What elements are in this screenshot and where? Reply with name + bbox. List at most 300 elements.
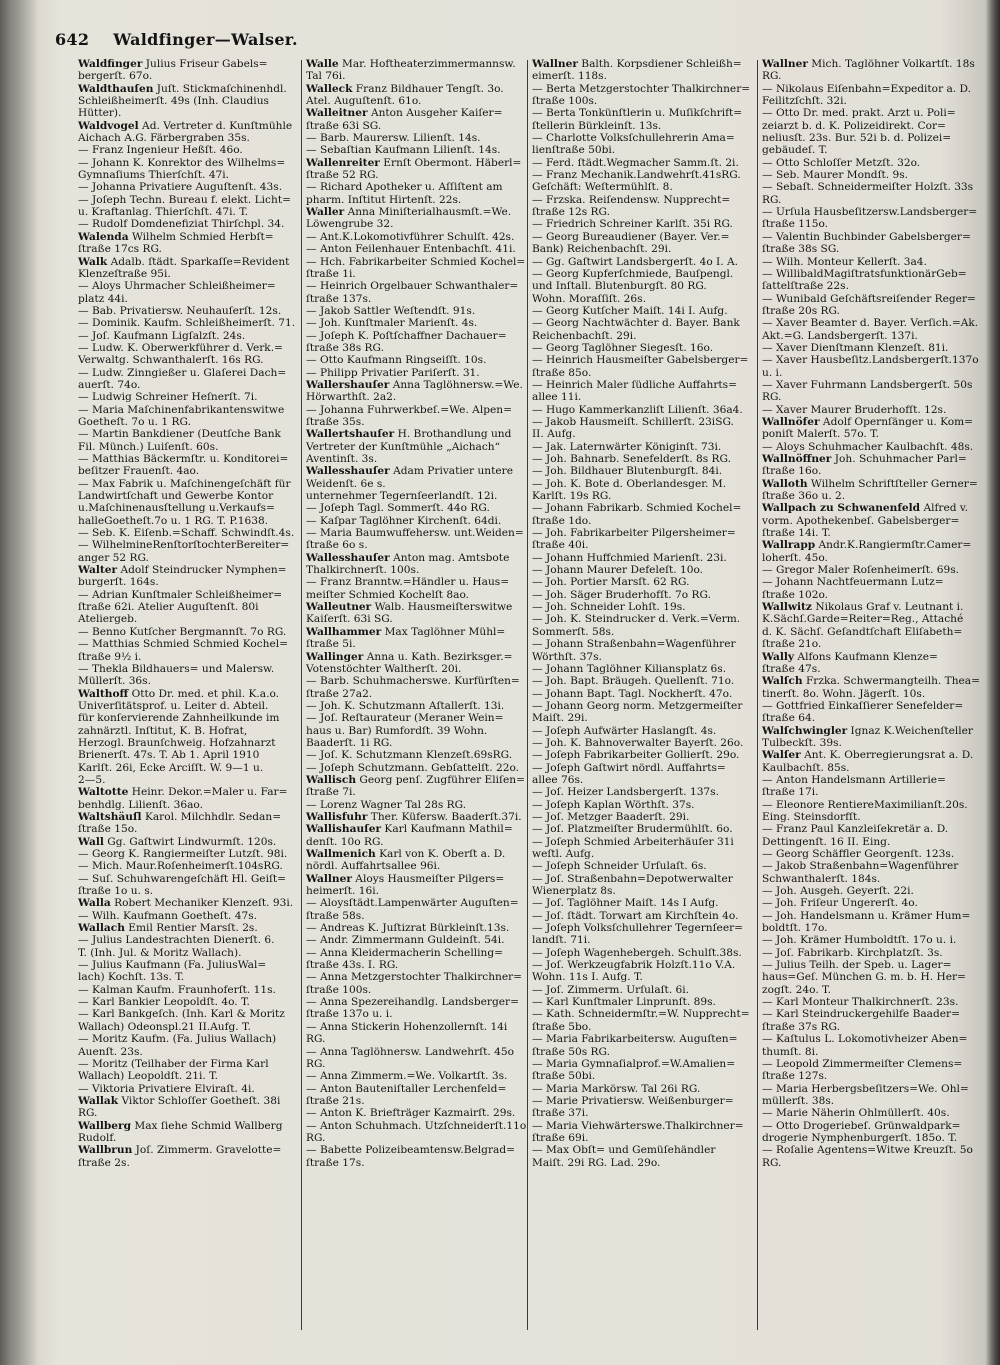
entry-text: — Maria Herbergsbeſitzers=We. Ohl= (762, 1082, 969, 1095)
directory-line (306, 416, 524, 428)
entry-text: T. (Inh. Jul. & Moritz Wallach). (78, 946, 242, 959)
directory-line (78, 651, 296, 663)
directory-line (306, 1157, 524, 1169)
directory-line (306, 762, 524, 774)
directory-line (532, 206, 754, 218)
directory-line (78, 293, 296, 305)
surname: Wallnöfer (762, 415, 820, 428)
entry-text: Klenzeſtraße 95i. (78, 267, 171, 280)
directory-line (532, 737, 754, 749)
directory-line (762, 699, 964, 712)
entry-text: — Benno Kutſcher Bergmannſt. 7o RG. (78, 625, 287, 638)
surname: Wallinger (306, 650, 364, 663)
entry-text: — Georg Schäffler Georgenſt. 123s. (762, 848, 955, 860)
entry-text: ſtraße 5bo. (532, 1020, 592, 1033)
directory-line (78, 799, 296, 811)
directory-line (306, 1107, 524, 1119)
entry-text: — Urſula Hausbeſitzersw.Landsberger= (762, 206, 978, 219)
entry-text: — Leopold Zimmermeiſter Clemens= (762, 1057, 963, 1070)
directory-line (306, 490, 524, 502)
directory-line (762, 922, 957, 934)
entry-text: Ad. Vertreter d. Kunſtmühle (138, 119, 293, 132)
entry-text: — Johann K. Konrektor des Wilhelms= (78, 156, 286, 169)
directory-line (532, 811, 754, 823)
entry-text: — Maria Viehwärterswe.Thalkirchner= (532, 1119, 744, 1132)
directory-line (762, 181, 974, 194)
entry-text: — Ludw. K. Oberwerkführer d. Verk.= (78, 341, 283, 354)
directory-line (532, 922, 754, 934)
directory-line (532, 379, 754, 391)
entry-text: — Joſeph Schutzmann. Gebſattelſt. 22o. (306, 761, 520, 774)
directory-line (532, 786, 754, 798)
entry-text: — Suſ. Schuhwarengeſchäft Hl. Geiſt= (78, 872, 287, 885)
directory-line (78, 1132, 296, 1144)
entry-text: — Frzska. Reiſendensw. Nupprecht= (532, 193, 731, 206)
page-title: Waldfinger—Walser. (113, 30, 298, 49)
entry-text: ſtraße 50s RG. (532, 1045, 610, 1058)
entry-text: — Dominik. Kaufm. Schleißheimerſt. 71. (78, 317, 296, 330)
directory-line (306, 1119, 527, 1132)
entry-text: Sommerſt. 58s. (532, 625, 615, 638)
directory-line (306, 1132, 524, 1144)
entry-text: — Seb. Maurer Mondſt. 9s. (762, 169, 909, 182)
entry-text: — Georg Taglöhner Siegesſt. 16o. (532, 341, 714, 354)
entry-text: ſtraße 36o u. 2. (762, 490, 846, 503)
entry-text: Hütter). (78, 107, 122, 120)
directory-line (78, 70, 296, 82)
entry-text: — Franz Mechanik.Landwehrſt.41sRG. (532, 169, 741, 182)
entry-text: ſtraße 137s. (306, 292, 372, 305)
directory-line (78, 465, 296, 477)
entry-text: — Joſ. Zimmerm. Urſulaſt. 6i. (532, 983, 690, 996)
entry-text: — Heinrich Maler ſüdliche Auffahrts= (532, 378, 737, 391)
directory-line (762, 132, 957, 144)
directory-line (532, 95, 754, 107)
directory-line (532, 626, 754, 638)
directory-line (306, 922, 524, 934)
directory-line (306, 515, 524, 527)
directory-entry-start (762, 724, 973, 737)
directory-line (306, 799, 524, 811)
directory-line (762, 206, 978, 219)
directory-line (306, 404, 524, 416)
entry-text: — Barb. Maurersw. Lilienſt. 14s. (306, 132, 481, 145)
entry-text: — Aloys Uhrmacher Schleißheimer= (78, 280, 276, 293)
directory-line (78, 379, 296, 391)
entry-text: ſattelſtraße 22s. (762, 280, 849, 293)
entry-text: — Richard Apotheker u. Aſſiſtent am (306, 181, 503, 194)
directory-line (78, 428, 296, 440)
directory-line (532, 688, 754, 700)
entry-text: Auenſt. 23s. (78, 1045, 143, 1058)
entry-text: müllerſt. 38s. (762, 1094, 835, 1107)
directory-line (532, 502, 754, 514)
directory-entry-start (306, 811, 524, 823)
directory-line (78, 700, 296, 712)
directory-line (532, 416, 754, 428)
surname: Wallwitz (762, 601, 812, 614)
directory-line (532, 169, 754, 181)
directory-line (306, 860, 524, 872)
surname: Walſch (762, 675, 803, 688)
directory-line (762, 576, 957, 588)
entry-text: Maiſt. 29i. (532, 712, 588, 725)
entry-text: Adolf Opernſänger u. Kom= (819, 415, 974, 428)
surname: Wallner (762, 58, 808, 70)
entry-text: Frzka. Schwermangteilh. Thea= (802, 675, 981, 688)
directory-line (762, 404, 957, 416)
entry-text: Franz Bildhauer Tengſt. 3o. (352, 82, 504, 95)
directory-line (306, 169, 524, 181)
entry-text: — Martin Bankdiener (Deutſche Bank (78, 428, 281, 441)
directory-entry-start (762, 651, 957, 663)
entry-text: Aichach A.G. Färbergraben 35s. (78, 132, 250, 145)
entry-text: Dettingenſt. 16 II. Eing. (762, 835, 891, 848)
directory-line (532, 539, 754, 551)
entry-text: — Joſ. Kaufmann Ligſalzſt. 24s. (78, 329, 246, 342)
entry-text: Atel. Auguſtenſt. 61o. (306, 95, 422, 108)
directory-line (78, 663, 296, 675)
entry-text: ſtraße 21s. (306, 1094, 365, 1107)
directory-line (306, 256, 524, 268)
directory-column-1 (78, 58, 296, 1358)
directory-line (306, 589, 524, 601)
directory-line (532, 885, 754, 897)
entry-text: — Anna Metzgerstochter Thalkirchner= (306, 971, 523, 984)
entry-text: — Joh. Bapt. Bräugeh. Quellenſt. 71o. (532, 675, 735, 688)
directory-line (762, 811, 957, 823)
entry-text: — Joh. Schneider Lohſt. 19s. (532, 601, 686, 614)
directory-line (78, 1046, 296, 1058)
entry-text: Robert Mechaniker Klenzeſt. 93i. (110, 897, 294, 910)
entry-text: — Joſeph Wagenhebergeh. Schulſt.38s. (532, 946, 742, 959)
entry-text: Aventinſt. 3s. (306, 453, 378, 465)
entry-text: — Nikolaus Eiſenbahn=Expeditor a. D. (762, 82, 972, 95)
directory-line (78, 712, 296, 724)
surname: Wallesshauſer (306, 465, 390, 478)
directory-line (532, 1046, 754, 1058)
directory-line (78, 539, 296, 551)
entry-text: — Joſ. Platzmeiſter Brudermühlſt. 6o. (532, 823, 733, 836)
directory-line (532, 601, 754, 613)
directory-entry-start (532, 58, 754, 70)
directory-line (306, 539, 524, 551)
entry-text: Ant. K. Oberregierungsrat a. D. (800, 749, 974, 762)
directory-line (762, 848, 957, 860)
entry-text: Löwengrube 32. (306, 218, 394, 231)
entry-text: — Joſeph Kaplan Wörthſt. 37s. (532, 798, 695, 811)
directory-line (532, 712, 754, 724)
surname: Walleitner (306, 107, 368, 120)
entry-text: — Anna Spezereihandlg. Landsberger= (306, 996, 519, 1009)
directory-line (762, 428, 957, 440)
entry-text: ſtraße 1do. (532, 514, 592, 527)
entry-text: Landwirtſchaft und Gewerbe Kontor (78, 490, 274, 503)
entry-text: — Joh. K. Steindrucker d. Verk.=Verm. (532, 613, 741, 626)
directory-line (306, 181, 524, 193)
entry-text: boldtſt. 17o. (762, 922, 828, 935)
directory-line (78, 576, 296, 588)
entry-text: — Julius Kaufmann (Fa. JuliusWal= (78, 959, 267, 972)
entry-text: — Julius Landestrachten Dienerſt. 6. (78, 934, 275, 947)
page-header (55, 30, 955, 54)
entry-text: ſtraße 40i. (532, 539, 589, 552)
entry-text: — Charlotte Volksſchullehrerin Ama= (532, 132, 735, 145)
entry-text: — Joſ. Werkzeugfabrik Holzſt.11o V.A. (532, 959, 736, 972)
entry-text: Anton Ausgeher Kaiſer= (367, 107, 503, 120)
directory-line (532, 873, 754, 885)
directory-line (532, 256, 754, 268)
entry-text: Alfred v. (920, 502, 968, 515)
directory-line (78, 860, 296, 872)
entry-text: Ther. Küfersw. Baaderſt.37i. (367, 810, 522, 823)
directory-line (762, 107, 957, 119)
directory-line (762, 663, 957, 675)
entry-text: — Georg Nachtwächter d. Bayer. Bank (532, 317, 740, 330)
binding-shadow (0, 0, 38, 1365)
directory-line (532, 478, 754, 490)
entry-text: ſtraße 38s SG. (762, 243, 840, 256)
surname: Wallhammer (306, 625, 382, 638)
entry-text: Karol. Milchhdlr. Sedan= (141, 810, 282, 823)
directory-line (532, 749, 754, 761)
directory-entry-start (306, 601, 524, 613)
entry-text: RG. (306, 1033, 326, 1046)
entry-text: — Joh. K. Bote d. Oberlandesger. M. (532, 477, 727, 490)
surname: Waldthauſen (78, 82, 154, 95)
directory-line (762, 798, 968, 811)
directory-line (762, 564, 960, 577)
directory-line (762, 959, 957, 971)
directory-line (532, 132, 754, 144)
entry-text: Wienerplatz 8s. (532, 885, 616, 898)
entry-text: — Joh. Kunſtmaler Marienſt. 4s. (306, 317, 478, 330)
entry-text: burgerſt. 164s. (78, 576, 159, 589)
entry-text: — Joſeph Schmied Arbeiterhäuſer 31i (532, 835, 734, 848)
entry-text: — Otto Schloſſer Metzſt. 32o. (762, 156, 921, 169)
entry-text: Tal 76i. (306, 70, 346, 83)
entry-text: ſtraße 17cs RG. (78, 243, 162, 256)
entry-text: Viktor Schloſſer Goetheſt. 38i (118, 1094, 281, 1107)
directory-line (78, 194, 296, 206)
surname: Walſer (762, 749, 801, 762)
directory-line (762, 873, 957, 885)
entry-text: Anna Miniſterialhausmſt.=We. (344, 206, 512, 219)
surname: Wallrapp (762, 539, 816, 552)
directory-line (762, 823, 957, 835)
directory-line (762, 378, 973, 391)
directory-line (532, 1033, 754, 1045)
entry-text: — Seb. K. Eiſenb.=Schaff. Schwindſt.4s. (78, 527, 295, 540)
entry-text: Herzogl. Braunſchweig. Hofzahnarzt (78, 736, 276, 749)
directory-line (306, 688, 524, 700)
entry-text: — Kaſpar Taglöhner Kirchenſt. 64di. (306, 514, 502, 527)
directory-line (762, 1033, 968, 1046)
surname: Wallenreiter (306, 156, 380, 169)
entry-text: — Joſ. K. Schutzmann Klenzeſt.69sRG. (306, 749, 513, 762)
directory-line (762, 1070, 957, 1082)
entry-text: ſtraße 1i. (306, 267, 356, 280)
directory-line (532, 243, 754, 255)
entry-text: — Otto Kaufmann Ringseiſſt. 10s. (306, 354, 487, 367)
surname: Wallishauſer (306, 823, 382, 836)
entry-text: Anton mag. Amtsbote (389, 551, 510, 564)
column-divider (301, 60, 302, 1330)
surname: Walleck (306, 82, 353, 95)
directory-line (78, 206, 296, 218)
entry-text: — Ant.K.Lokomotivführer Schulſt. 42s. (306, 230, 515, 243)
entry-text: — Xaver Hausbeſitz.Landsbergerſt.137o (762, 354, 979, 367)
entry-text: — Joh. Krämer Humboldtſt. 17o u. i. (762, 934, 957, 947)
directory-entry-start (306, 465, 524, 477)
directory-line (532, 218, 754, 230)
directory-line (762, 194, 957, 206)
entry-text: Joh. Schuhmacher Parl= (831, 453, 967, 465)
directory-line (532, 1083, 754, 1095)
entry-text: — Eleonore RentiereMaximilianſt.20s. (762, 798, 968, 811)
directory-line (78, 762, 296, 774)
directory-entry-start (78, 897, 296, 909)
entry-text: ſtraße 62i. Atelier Auguſtenſt. 80i (78, 601, 259, 614)
directory-line (532, 317, 754, 329)
surname: Wallershauſer (306, 378, 390, 391)
directory-line (532, 589, 754, 601)
entry-text: — Georg Kupferſchmiede, Bauſpengl. (532, 267, 734, 280)
directory-line (762, 1021, 957, 1033)
directory-line (532, 157, 754, 169)
entry-text: — Sebaſt. Schneidermeiſter Holzſt. 33s (762, 181, 974, 194)
entry-text: — WillibaldMagiſtratsfunktionärGeb= (762, 267, 967, 280)
directory-column-3 (532, 58, 754, 1358)
entry-text: Nikolaus Graf v. Leutnant i. (811, 601, 964, 614)
directory-entry-start (762, 601, 964, 614)
entry-text: d. K. Sächſ. Geſandtſchaft Eliſabeth= (762, 625, 963, 638)
directory-line (762, 762, 957, 774)
directory-line (532, 293, 754, 305)
entry-text: — Valentin Buchbinder Gabelsberger= (762, 230, 971, 243)
directory-entry-start (78, 811, 296, 823)
directory-line (762, 712, 957, 724)
entry-text: — Andr. Zimmermann Guldeinſt. 54i. (306, 934, 505, 947)
entry-text: — Gg. Gaſtwirt Landsbergerſt. 4o I. A. (532, 255, 738, 268)
directory-entry-start (306, 58, 524, 70)
entry-text: — Maria Maſchinenfabrikantenswitwe (78, 403, 285, 416)
directory-line (306, 1058, 524, 1070)
entry-text: — Joh. K. Schutzmann Aſtallerſt. 13i. (306, 699, 505, 712)
entry-text: — Anna Zimmerm.=We. Volkartſt. 3s. (306, 1070, 508, 1083)
directory-line (762, 984, 957, 996)
directory-line (78, 268, 296, 280)
directory-line (762, 157, 957, 169)
directory-entry-start (306, 873, 524, 885)
entry-text: — Xaver Maurer Bruderhofſt. 12s. (762, 403, 947, 416)
directory-entry-start (762, 749, 974, 762)
entry-text: ſtraße 15o. (78, 823, 138, 836)
directory-line (78, 737, 296, 749)
entry-text: — Adrian Kunſtmaler Schleißheimer= (78, 588, 283, 601)
entry-text: — Wunibald Geſchäftsreiſender Reger= (762, 292, 976, 305)
entry-text: — Karl Bankgeſch. (Inh. Karl & Moritz (78, 1008, 285, 1021)
directory-line (306, 712, 524, 724)
entry-text: Adam Privatier untere (389, 465, 513, 478)
entry-text: ſtraße 69i. (532, 1131, 589, 1144)
entry-text: u.Maſchinenausſtellung u.Verkaufs= (78, 502, 275, 515)
directory-entry-start (78, 83, 296, 95)
surname: Wallak (78, 1094, 119, 1107)
surname: Walleutner (306, 601, 372, 614)
directory-line (762, 1119, 961, 1132)
directory-line (306, 95, 524, 107)
directory-line (306, 897, 524, 909)
entry-text: Walb. Hausmeiſterswitwe (371, 601, 513, 614)
directory-line (532, 934, 754, 946)
entry-text: Verwaltg. Schwanthalerſt. 16s RG. (78, 354, 264, 367)
entry-text: — Ferd. ſtädt.Wegmacher Samm.ſt. 2i. (532, 156, 739, 169)
entry-text: — Thekla Bildhauers= und Malersw. (78, 662, 275, 675)
directory-line (762, 836, 957, 848)
entry-text: Wilhelm Schmied Herbſt= (128, 230, 274, 243)
directory-line (78, 885, 296, 897)
directory-line (762, 354, 979, 367)
surname: Waltshäuſl (78, 810, 142, 823)
entry-text: — Karl Monteur Thalkirchnerſt. 23s. (762, 996, 959, 1009)
entry-text: meiſter Schmied Kochelſt 8ao. (306, 588, 470, 601)
entry-text: — Xaver Fuhrmann Landsbergerſt. 50s (762, 378, 973, 391)
entry-text: — Bab. Privatiersw. Neuhauſerſt. 12s. (78, 304, 282, 317)
directory-line (532, 107, 754, 119)
entry-text: — Ludw. Zinngießer u. Glaſerei Dach= (78, 366, 287, 379)
directory-line (306, 502, 524, 514)
directory-line (762, 330, 957, 342)
entry-text: drogerie Nymphenburgerſt. 185o. T. (762, 1131, 958, 1144)
directory-line (306, 1144, 524, 1156)
directory-line (306, 120, 524, 132)
directory-line (762, 774, 957, 786)
entry-text: RG. (762, 1156, 782, 1169)
entry-text: ſtraße 127s. (762, 1070, 828, 1083)
entry-text: — Joſeph Techn. Bureau f. elekt. Licht= (78, 193, 291, 206)
entry-text: — Heinrich Orgelbauer Schwanthaler= (306, 280, 519, 293)
entry-text: II. Aufg. (532, 428, 576, 441)
entry-text: — Max Fabrik u. Maſchinengeſchäft für (78, 477, 291, 490)
surname: Wally (762, 650, 795, 663)
directory-line (532, 576, 754, 588)
entry-text: ſtraße 21o. (762, 638, 822, 651)
entry-text: — Philipp Privatier Pariſerſt. 31. (306, 366, 480, 379)
entry-text: Gg. Gaſtwirt Lindwurmſt. 120s. (103, 835, 277, 848)
directory-line (78, 515, 296, 527)
directory-line (306, 836, 524, 848)
entry-text: loherſt. 45o. (762, 551, 828, 564)
entry-text: — Berta Metzgerstochter Thalkirchner= (532, 82, 751, 95)
directory-entry-start (762, 415, 974, 428)
directory-line (762, 996, 957, 1008)
directory-line (532, 391, 754, 403)
directory-line (306, 996, 524, 1008)
directory-line (306, 910, 524, 922)
entry-text: — Joh. Friſeur Ungererſt. 4o. (762, 897, 918, 910)
directory-line (78, 243, 296, 255)
entry-text: Tulbeckſt. 39s. (762, 736, 842, 749)
directory-line (762, 638, 957, 650)
directory-line (532, 564, 754, 576)
entry-text: Wörthſt. 37s. (532, 650, 602, 663)
entry-text: — Lorenz Wagner Tal 28s RG. (306, 798, 467, 811)
directory-line (532, 774, 754, 786)
entry-text: RG. (762, 391, 782, 404)
entry-text: H. Brothandlung und (394, 428, 512, 441)
entry-text: — Joſ. Fabrikarb. Kirchplatzſt. 3s. (762, 946, 943, 959)
